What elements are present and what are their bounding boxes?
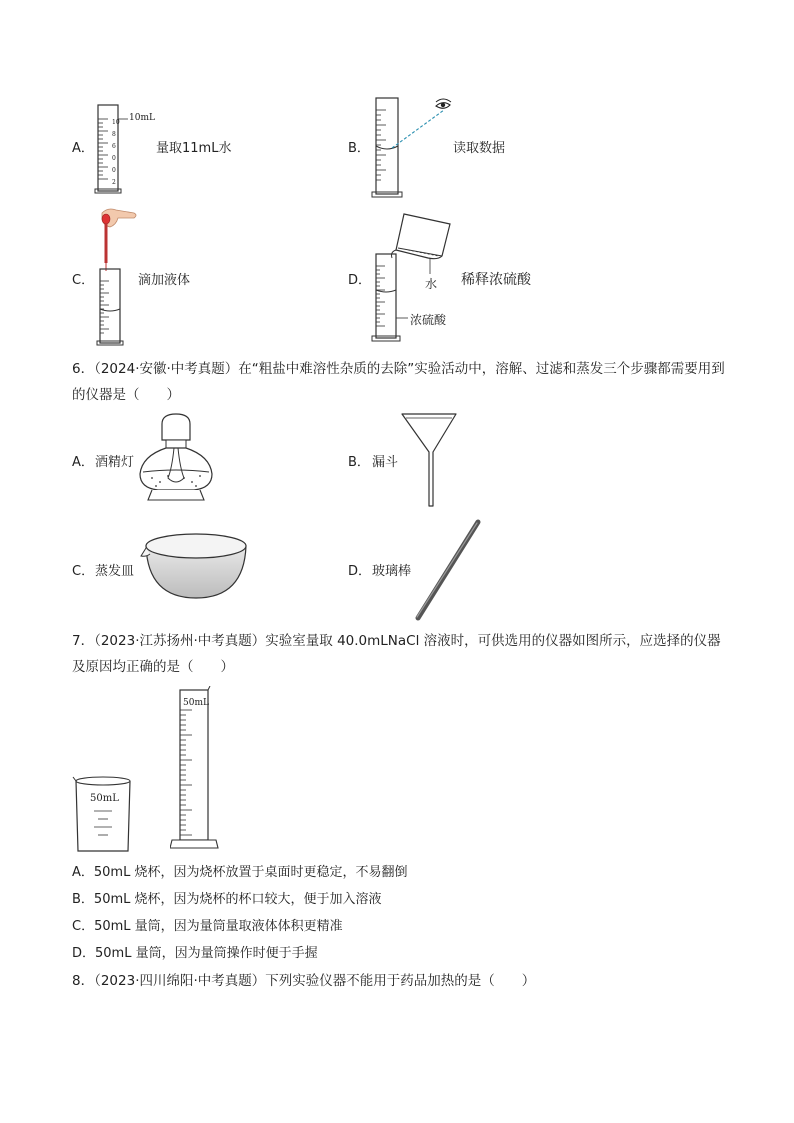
q5-option-b-caption: 读取数据 [453,141,506,156]
q5-option-d-letter: D． [348,273,372,288]
q6-option-a-letter: A． [72,455,94,470]
q7-stem: 7．（2023·江苏扬州·中考真题）实验室量取 40.0mLNaCl 溶液时，可供选用的仪器如图所示，应选择的仪器及原因均正确的是（ ） [72,633,721,675]
q5-option-c-letter: C． [72,273,95,288]
q7-option-a: A．50mL 烧杯，因为烧杯放置于桌面时更稳定，不易翻倒 [72,865,408,880]
graduated-cylinder-figure [170,686,220,852]
q6-option-b-letter: B． [348,455,370,470]
q5-option-c-caption: 滴加液体 [138,273,191,288]
q6-option-d-label: 玻璃棒 [372,564,412,579]
q6-option-a-label: 酒精灯 [95,455,135,470]
q5-option-c-figure [94,205,144,347]
q5-option-b-letter: B． [348,141,370,156]
q6-option-c-letter: C． [72,564,95,579]
q5-option-a-caption: 量取11mL水 [156,141,232,156]
q5-option-d-water-label: 水 [425,277,438,291]
q5-option-a-letter: A． [72,141,94,156]
q6-option-b-label: 漏斗 [372,455,399,470]
funnel-figure [400,410,460,510]
q8-stem: 8．（2023·四川绵阳·中考真题）下列实验仪器不能用于药品加热的是（ ） [72,973,536,989]
q6-option-c-label: 蒸发皿 [95,564,135,579]
q5-option-b-figure [370,96,460,202]
q6-option-d-letter: D． [348,564,372,579]
q7-option-c: C．50mL 量筒，因为量筒量取液体体积更精准 [72,919,343,934]
q5-option-a-ticks: 10 8 6 0 0 2 [112,119,120,186]
cylinder-label: 50mL [183,698,209,708]
q7-option-b: B．50mL 烧杯，因为烧杯的杯口较大，便于加入溶液 [72,892,382,907]
q5-option-d-acid-label: 浓硫酸 [410,313,447,327]
q5-option-d-caption: 稀释浓硫酸 [461,272,531,288]
q5-option-a-cyl-mark: 10mL [129,113,155,123]
beaker-figure [72,775,134,855]
q7-option-d: D．50mL 量筒，因为量筒操作时便于手握 [72,946,318,961]
glass-rod-figure [410,518,486,622]
alcohol-lamp-figure [138,412,216,504]
evaporating-dish-figure [140,530,250,602]
q6-stem: 6．（2024·安徽·中考真题）在“粗盐中难溶性杂质的去除”实验活动中，溶解、过滤和蒸发三个步骤都需要用到的仪器是（ ） [72,361,725,403]
beaker-label: 50mL [90,793,119,804]
